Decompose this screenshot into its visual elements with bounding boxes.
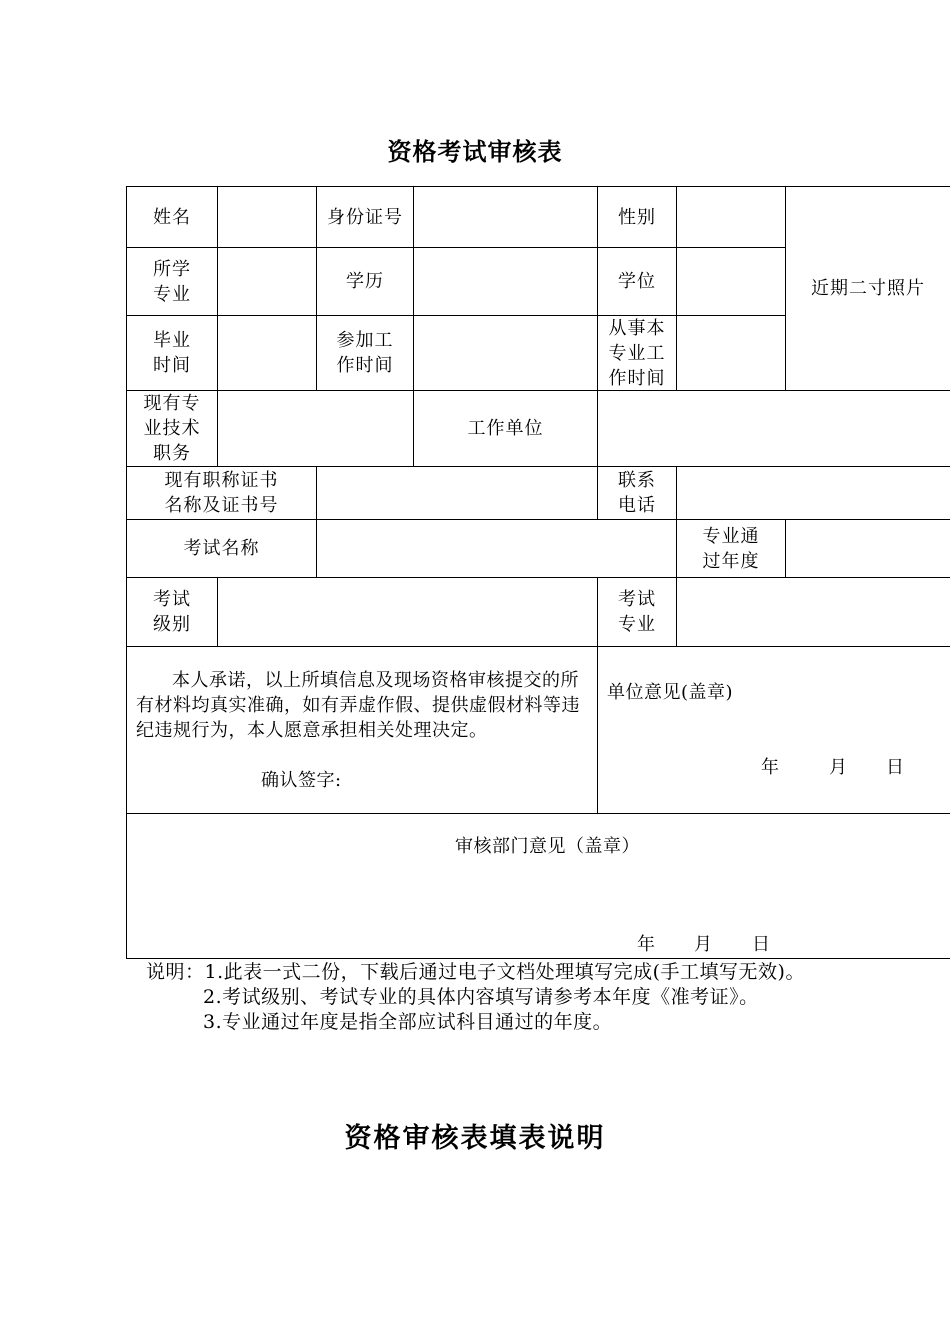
label-exam-level: 考试 级别 (153, 589, 191, 635)
input-exam-level[interactable] (218, 578, 597, 646)
input-current-position[interactable] (218, 391, 413, 466)
note-3: 3.专业通过年度是指全部应试科目通过的年度。 (203, 1011, 613, 1033)
signature-label: 确认签字: (261, 770, 342, 791)
label-current-position: 现有专 业技术 职务 (143, 393, 201, 464)
input-work-unit[interactable] (598, 391, 950, 466)
label-grad-time: 毕业 时间 (153, 330, 191, 376)
input-grad-time[interactable] (218, 316, 316, 390)
input-education[interactable] (414, 248, 597, 315)
label-pass-year: 专业通 过年度 (702, 525, 760, 572)
input-work-start[interactable] (414, 316, 597, 390)
label-degree: 学位 (618, 271, 656, 292)
label-education: 学历 (346, 271, 384, 292)
input-degree[interactable] (677, 248, 785, 315)
label-major: 所学 专业 (153, 258, 191, 305)
input-exam-name[interactable] (317, 520, 676, 577)
unit-date-day: 日 (886, 757, 905, 778)
unit-date-month: 月 (829, 757, 848, 778)
label-name: 姓名 (153, 206, 191, 228)
label-work-start: 参加工 作时间 (336, 330, 394, 376)
input-prof-work-time[interactable] (677, 316, 785, 390)
input-pass-year[interactable] (786, 520, 950, 577)
input-name[interactable] (218, 187, 316, 247)
form-notes (146, 960, 826, 1035)
label-work-unit: 工作单位 (467, 418, 544, 439)
photo-placeholder[interactable]: 近期二寸照片 (811, 278, 925, 299)
input-cert-name[interactable] (317, 467, 597, 519)
unit-opinion-label: 单位意见(盖章) (607, 682, 734, 703)
label-exam-name: 考试名称 (183, 538, 260, 559)
review-date-year: 年 (637, 934, 656, 955)
review-opinion-label: 审核部门意见（盖章） (455, 836, 640, 857)
label-cert-name: 现有职称证书 名称及证书号 (164, 470, 279, 516)
note-2: 2.考试级别、考试专业的具体内容填写请参考本年度《准考证》。 (203, 986, 759, 1008)
note-1: 说明：1.此表一式二份，下载后通过电子文档处理填写完成(手工填写无效)。 (146, 961, 805, 983)
input-phone[interactable] (677, 467, 950, 519)
instructions-title: 资格审核表填表说明 (344, 1123, 606, 1154)
label-prof-work-time: 从事本 专业工 作时间 (608, 317, 666, 389)
label-exam-major: 考试 专业 (618, 589, 656, 635)
input-gender[interactable] (677, 187, 785, 247)
input-exam-major[interactable] (677, 578, 950, 646)
label-phone: 联系 电话 (618, 470, 656, 516)
input-id-number[interactable] (414, 187, 597, 247)
input-major[interactable] (218, 248, 316, 315)
review-date-day: 日 (752, 934, 771, 955)
unit-date-year: 年 (761, 757, 780, 778)
pledge-text: 本人承诺，以上所填信息及现场资格审核提交的所有材料均真实准确，如有弄虚作假、提供虚假材料等违纪违规行为，本人愿意承担相关处理决定。 (136, 670, 580, 741)
page-title: 资格考试审核表 (387, 137, 563, 166)
label-id-number: 身份证号 (327, 206, 403, 228)
review-date-month: 月 (694, 934, 713, 955)
label-gender: 性别 (618, 206, 656, 228)
